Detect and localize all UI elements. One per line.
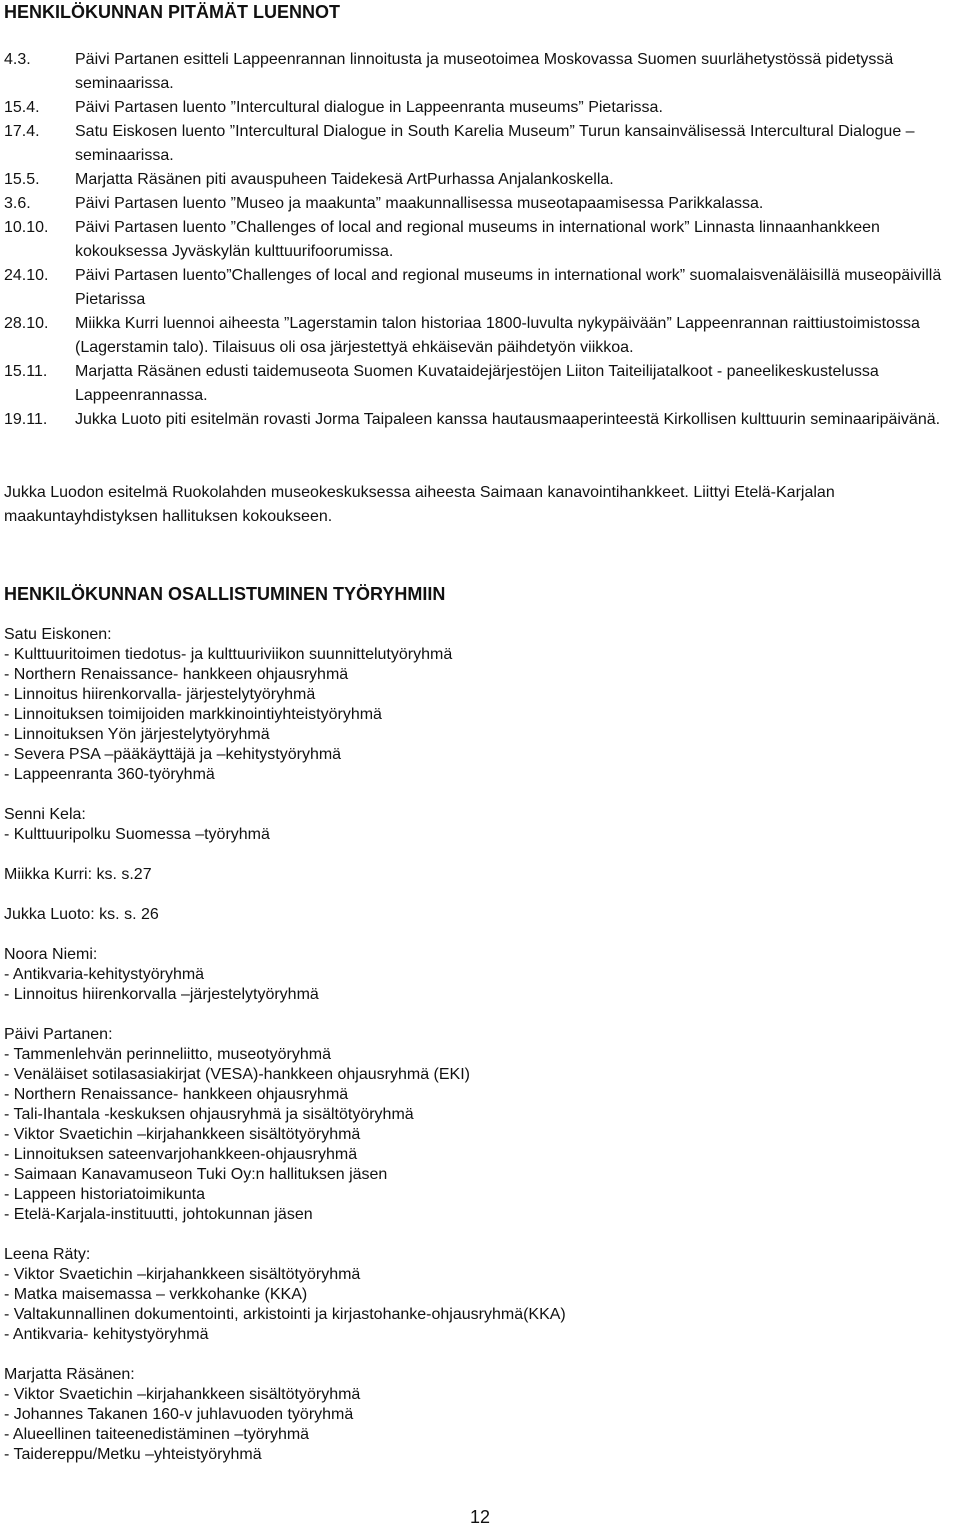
working-group — [4, 945, 956, 1005]
lecture-text: Satu Eiskosen luento ”Intercultural Dialogue in South Karelia Museum” Turun kansainvälisessä Intercultural Dialogue –seminaarissa. — [75, 123, 915, 164]
group-items — [4, 1045, 956, 1225]
lecture-date: 3.6. — [4, 195, 31, 212]
group-item: - Kulttuuripolku Suomessa –työryhmä — [4, 826, 270, 843]
lecture-date: 15.4. — [4, 99, 40, 116]
lecture-text: Päivi Partasen luento ”Intercultural dialogue in Lappeenranta museums” Pietarissa. — [75, 99, 663, 116]
group-items — [4, 825, 956, 845]
lecture-item — [4, 96, 956, 120]
lecture-item — [4, 48, 956, 96]
page-number: 12 — [469, 1507, 491, 1527]
group-item: - Venäläiset sotilasasiakirjat (VESA)-hankkeen ohjausryhmä (EKI) — [4, 1066, 470, 1083]
group-item: - Tali-Ihantala -keskuksen ohjausryhmä ja sisältötyöryhmä — [4, 1106, 414, 1123]
group-item: - Lappeenranta 360-työryhmä — [4, 766, 215, 783]
group-person-name: Marjatta Räsänen: — [4, 1366, 135, 1383]
group-item: - Tammenlehvän perinneliitto, museotyöryhmä — [4, 1046, 331, 1063]
lecture-item — [4, 120, 956, 168]
group-item: - Antikvaria- kehitystyöryhmä — [4, 1326, 209, 1343]
lecture-note: Jukka Luodon esitelmä Ruokolahden museokeskuksessa aiheesta Saimaan kanavointihankkeet. Liittyi Etelä-Karjalan maakuntayhdistyksen hallituksen kokoukseen. — [4, 484, 835, 525]
lecture-list — [4, 48, 956, 432]
group-item: - Linnoituksen sateenvarjohankkeen-ohjausryhmä — [4, 1146, 358, 1163]
group-person-name: Jukka Luoto: ks. s. 26 — [4, 906, 159, 923]
group-person-name: Miikka Kurri: ks. s.27 — [4, 866, 152, 883]
group-items — [4, 965, 956, 1005]
lecture-text: Päivi Partasen luento ”Challenges of local and regional museums in international work” Linnasta linnaanhankkeen kokouksessa Jyväskylän kulttuurifoorumissa. — [75, 219, 880, 260]
group-item: - Severa PSA –pääkäyttäjä ja –kehitystyöryhmä — [4, 746, 342, 763]
working-group — [4, 1245, 956, 1345]
lecture-date: 4.3. — [4, 51, 31, 68]
group-person-name: Päivi Partanen: — [4, 1026, 113, 1043]
working-group — [4, 805, 956, 845]
lecture-item — [4, 408, 956, 432]
section-heading-working-groups: HENKILÖKUNNAN OSALLISTUMINEN TYÖRYHMIIN — [4, 584, 446, 604]
working-group — [4, 865, 956, 885]
lecture-item — [4, 264, 956, 312]
lecture-item — [4, 360, 956, 408]
group-item: - Antikvaria-kehitystyöryhmä — [4, 966, 205, 983]
lecture-text: Marjatta Räsänen piti avauspuheen Taidekesä ArtPurhassa Anjalankoskella. — [75, 171, 614, 188]
lecture-date: 19.11. — [4, 411, 48, 428]
group-item: - Taidereppu/Metku –yhteistyöryhmä — [4, 1446, 262, 1463]
lecture-text: Päivi Partanen esitteli Lappeenrannan linnoitusta ja museotoimea Moskovassa Suomen suurlähetystössä pidetyssä seminaarissa. — [75, 51, 894, 92]
lecture-text: Jukka Luoto piti esitelmän rovasti Jorma Taipaleen kanssa hautausmaaperinteestä Kirkollisen kulttuurin seminaaripäivänä. — [75, 411, 941, 428]
group-item: - Viktor Svaetichin –kirjahankkeen sisältötyöryhmä — [4, 1386, 361, 1403]
group-item: - Northern Renaissance- hankkeen ohjausryhmä — [4, 666, 349, 683]
group-person-name: Satu Eiskonen: — [4, 626, 112, 643]
group-item: - Alueellinen taiteenedistäminen –työryhmä — [4, 1426, 310, 1443]
working-group — [4, 905, 956, 925]
group-person-name: Noora Niemi: — [4, 946, 98, 963]
lecture-item — [4, 192, 956, 216]
lecture-date: 28.10. — [4, 315, 49, 332]
lecture-text: Päivi Partasen luento”Challenges of local and regional museums in international work” suomalaisvenäläisillä museopäivillä Pietarissa — [75, 267, 942, 308]
group-items — [4, 1385, 956, 1465]
lecture-item — [4, 216, 956, 264]
group-item: - Matka maisemassa – verkkohanke (KKA) — [4, 1286, 308, 1303]
lecture-item — [4, 168, 956, 192]
group-item: - Viktor Svaetichin –kirjahankkeen sisältötyöryhmä — [4, 1266, 361, 1283]
lecture-date: 10.10. — [4, 219, 49, 236]
group-items — [4, 645, 956, 785]
group-person-name: Senni Kela: — [4, 806, 86, 823]
lecture-text: Päivi Partasen luento ”Museo ja maakunta” maakunnallisessa museotapaamisessa Parikkalassa. — [75, 195, 764, 212]
working-group — [4, 625, 956, 785]
group-item: - Linnoituksen toimijoiden markkinointiyhteistyöryhmä — [4, 706, 382, 723]
lecture-date: 15.5. — [4, 171, 40, 188]
lecture-date: 17.4. — [4, 123, 40, 140]
group-person-name: Leena Räty: — [4, 1246, 91, 1263]
lecture-date: 24.10. — [4, 267, 49, 284]
lecture-date: 15.11. — [4, 363, 48, 380]
group-item: - Northern Renaissance- hankkeen ohjausryhmä — [4, 1086, 349, 1103]
group-item: - Saimaan Kanavamuseon Tuki Oy:n hallituksen jäsen — [4, 1166, 388, 1183]
group-item: - Kulttuuritoimen tiedotus- ja kulttuuriviikon suunnittelutyöryhmä — [4, 646, 453, 663]
section-heading-lectures: HENKILÖKUNNAN PITÄMÄT LUENNOT — [4, 2, 340, 22]
group-item: - Johannes Takanen 160-v juhlavuoden työryhmä — [4, 1406, 354, 1423]
group-item: - Linnoituksen Yön järjestelytyöryhmä — [4, 726, 270, 743]
group-item: - Valtakunnallinen dokumentointi, arkistointi ja kirjastohanke-ohjausryhmä(KKA) — [4, 1306, 566, 1323]
group-item: - Viktor Svaetichin –kirjahankkeen sisältötyöryhmä — [4, 1126, 361, 1143]
working-group-list — [4, 625, 956, 1485]
group-item: - Etelä-Karjala-instituutti, johtokunnan jäsen — [4, 1206, 313, 1223]
group-item: - Linnoitus hiirenkorvalla –järjestelytyöryhmä — [4, 986, 319, 1003]
working-group — [4, 1025, 956, 1225]
lecture-text: Miikka Kurri luennoi aiheesta ”Lagerstamin talon historiaa 1800-luvulta nykypäivään” Lappeenrannan raittiustoimistossa (Lagerstamin talo). Tilaisuus oli osa järjestettyä ehkäisevän päihdetyön viikkoa. — [75, 315, 920, 356]
working-group — [4, 1365, 956, 1465]
group-item: - Lappeen historiatoimikunta — [4, 1186, 206, 1203]
lecture-text: Marjatta Räsänen edusti taidemuseota Suomen Kuvataidejärjestöjen Liiton Taiteilijatalkoot - paneelikeskustelussa Lappeenrannassa. — [75, 363, 879, 404]
group-items — [4, 1265, 956, 1345]
lecture-item — [4, 312, 956, 360]
group-item: - Linnoitus hiirenkorvalla- järjestelytyöryhmä — [4, 686, 316, 703]
